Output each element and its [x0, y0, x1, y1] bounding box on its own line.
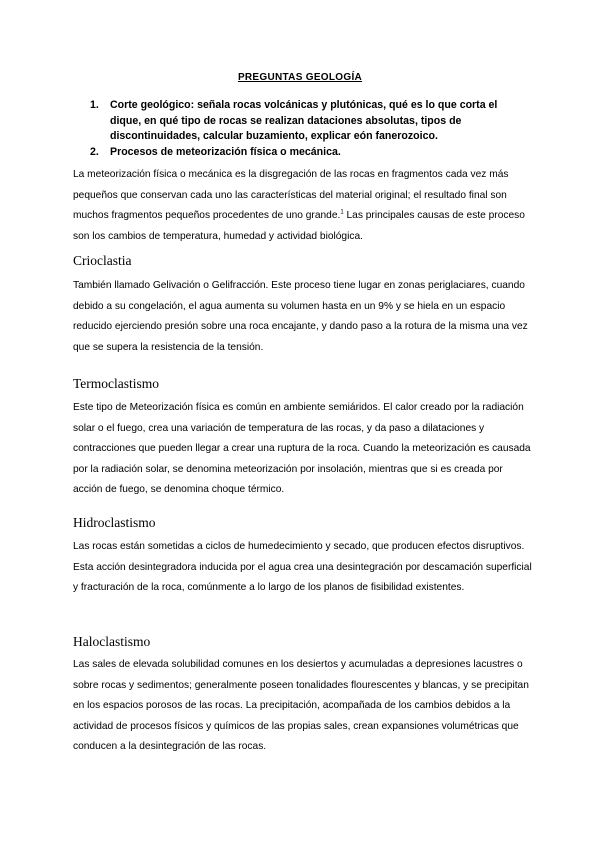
section-body-hidroclastismo: Las rocas están sometidas a ciclos de humedecimiento y secado, que producen efectos disruptivos. Esta acción desintegradora inducida por el agua crea una desintegración por descamación superficial y fracturación de la roca, comúnmente a lo largo de los planos de fisibilidad existentes. [73, 541, 532, 593]
question-text: Procesos de meteorización física o mecánica. [110, 145, 341, 158]
document-title: PREGUNTAS GEOLOGÍA [237, 72, 363, 83]
question-item [90, 145, 530, 161]
intro-paragraph [73, 165, 533, 247]
intro-text-continued: Las principales causas de este proceso son los cambios de temperatura, humedad y actividad biológica. [73, 210, 525, 242]
question-number: 2. [90, 145, 99, 158]
footnote-reference[interactable]: 1 [340, 209, 344, 216]
question-text: Corte geológico: señala rocas volcánicas y plutónicas, qué es lo que corta el dique, en qué tipo de rocas se realizan dataciones absolutas, tipos de discontinuidades, calcular buzamiento, explicar eón fanerozoico. [110, 99, 498, 142]
questions-list [90, 98, 530, 160]
section-heading-hidroclastismo: Hidroclastismo [73, 515, 156, 530]
section-body-crioclastia: También llamado Gelivación o Gelifracción. Este proceso tiene lugar en zonas periglaciares, cuando debido a su congelación, el agua aumenta su volumen hasta en un 9% y se hiela en un espacio reducido ejerciendo presión sobre una roca encajante, y dando paso a la rotura de la misma una vez que se supera la resistencia de la tensión. [73, 280, 528, 353]
section-body-haloclastismo: Las sales de elevada solubilidad comunes en los desiertos y acumuladas a depresiones lacustres o sobre rocas y sedimentos; generalmente poseen tonalidades flourescentes y blancas, y se precipitan en los espacios porosos de las rocas. La precipitación, acompañada de los cambios debidos a la actividad de procesos físicos y químicos de las propias sales, crean expansiones volumétricas que conducen a la desintegración de las rocas. [73, 659, 529, 752]
section-body-termoclastismo: Este tipo de Meteorización física es común en ambiente semiáridos. El calor creado por la radiación solar o el fuego, crea una variación de temperatura de las rocas, y da paso a dilataciones y contracciones que pueden llegar a crear una ruptura de la roca. Cuando la meteorización es causada por la radiación solar, se denomina meteorización por insolación, mientras que si es creada por acción de fuego, se denomina choque térmico. [73, 402, 531, 495]
question-number: 1. [90, 99, 99, 111]
section-heading-haloclastismo: Haloclastismo [73, 634, 151, 649]
section-heading-termoclastismo: Termoclastismo [73, 376, 160, 391]
question-item [90, 98, 530, 145]
section-heading-crioclastia: Crioclastia [73, 253, 132, 268]
intro-text: La meteorización física o mecánica es la disgregación de las rocas en fragmentos cada vez más pequeños que conservan cada uno las características del material original; el resultado final son muchos fragmentos pequeños procedentes de uno grande. [73, 169, 509, 221]
